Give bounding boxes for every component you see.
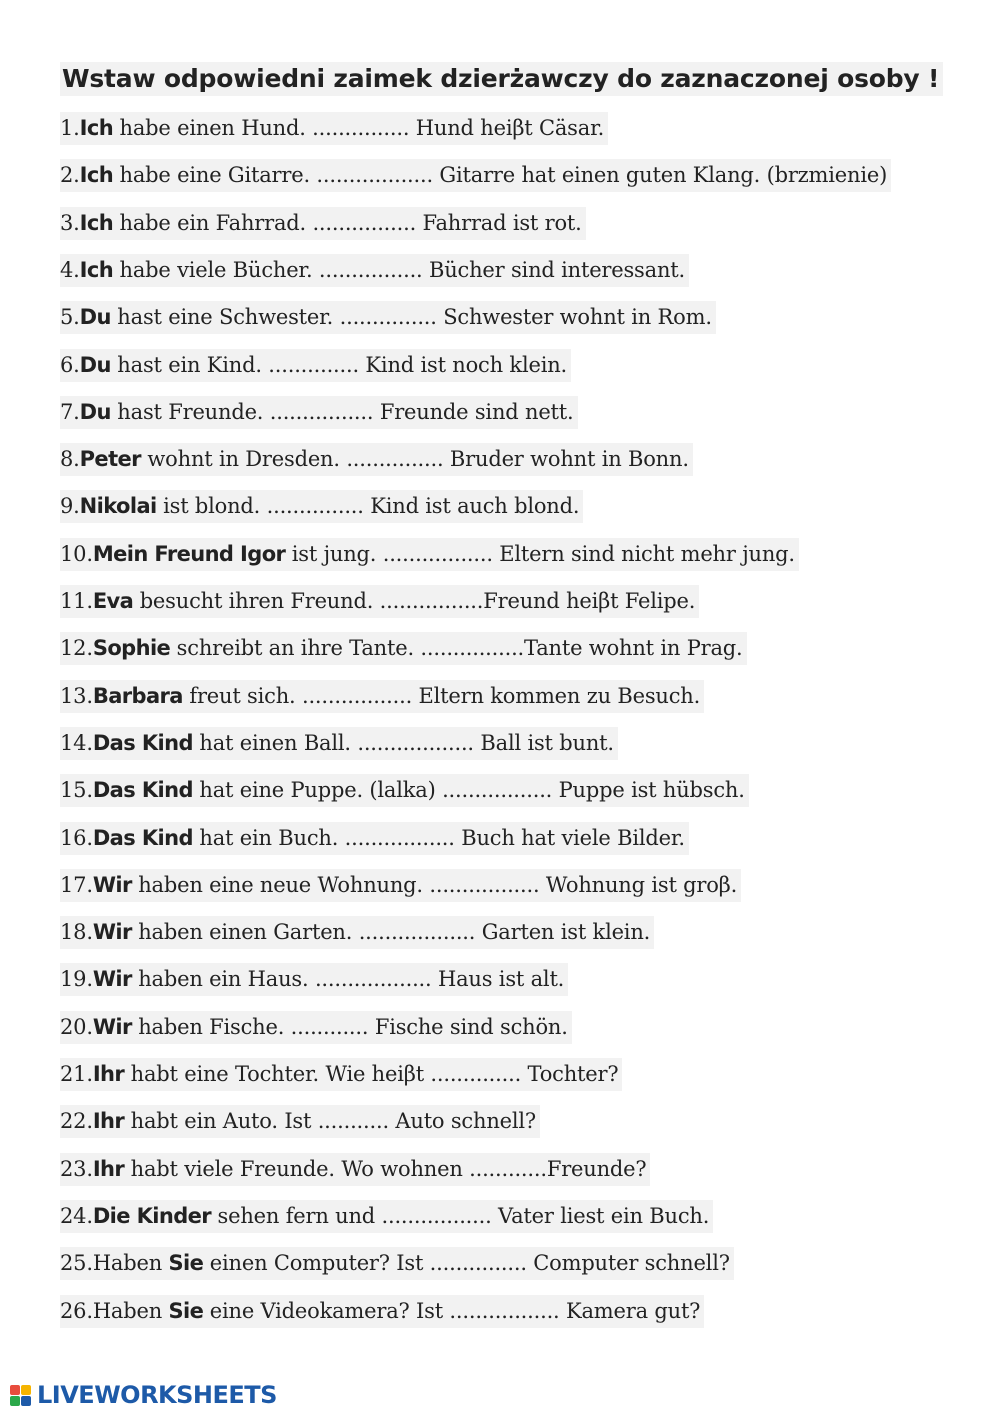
exercise-text: freut sich. ................. Eltern kommen zu Besuch. — [182, 683, 701, 708]
exercise-subject: Mein Freund Igor — [92, 541, 286, 566]
liveworksheets-logo-icon — [10, 1385, 31, 1406]
exercise-text: habt viele Freunde. Wo wohnen ............Freunde? — [124, 1156, 647, 1181]
exercise-subject: Ich — [79, 257, 114, 282]
exercise-subject: Du — [79, 352, 111, 377]
exercise-number: 2. — [60, 163, 80, 188]
exercise-number: 19. — [60, 967, 93, 992]
exercise-item — [60, 1247, 734, 1280]
exercise-item — [60, 112, 608, 145]
exercise-number: 12. — [60, 636, 93, 661]
worksheet-title: Wstaw odpowiedni zaimek dzierżawczy do zaznaczonej osoby ! — [60, 62, 943, 96]
exercise-prefix: Haben — [92, 1298, 169, 1323]
exercise-number: 5. — [60, 305, 80, 330]
exercise-subject: Wir — [92, 920, 132, 945]
exercise-subject: Ihr — [92, 1156, 125, 1181]
exercise-subject: Ihr — [92, 1062, 125, 1086]
exercise-subject: Du — [79, 305, 111, 330]
exercise-number: 11. — [60, 589, 93, 613]
exercise-number: 3. — [60, 210, 80, 235]
exercise-number: 7. — [60, 399, 80, 424]
logo-square-blue — [21, 1396, 31, 1406]
exercise-number: 14. — [60, 730, 93, 755]
exercise-text: habe einen Hund. ............... Hund heiβt Cäsar. — [113, 116, 605, 140]
exercise-text: habe viele Bücher. ................ Bücher sind interessant. — [113, 257, 685, 282]
exercise-subject: Nikolai — [79, 494, 157, 519]
exercise-number: 18. — [60, 920, 93, 945]
exercise-number: 21. — [60, 1062, 93, 1086]
exercise-text: habt ein Auto. Ist ........... Auto schnell? — [124, 1109, 536, 1134]
exercise-item — [60, 963, 568, 996]
exercise-item — [60, 1058, 622, 1091]
exercise-number: 17. — [60, 872, 93, 897]
exercise-text: hat ein Buch. ................. Buch hat viele Bilder. — [192, 825, 685, 850]
exercise-item — [60, 301, 716, 334]
logo-square-green — [10, 1396, 20, 1406]
exercise-text: hat einen Ball. .................. Ball ist bunt. — [192, 730, 614, 755]
exercise-number: 25. — [60, 1251, 93, 1276]
exercise-item — [60, 869, 741, 902]
exercise-number: 20. — [60, 1014, 93, 1039]
exercise-item — [60, 1295, 704, 1328]
exercise-text: haben ein Haus. .................. Haus ist alt. — [131, 967, 565, 992]
exercise-number: 8. — [60, 447, 80, 472]
exercise-subject: Die Kinder — [92, 1203, 212, 1228]
exercise-subject: Eva — [92, 589, 134, 613]
exercise-text: habe ein Fahrrad. ................ Fahrrad ist rot. — [113, 210, 582, 235]
exercise-text: habt eine Tochter. Wie heiβt .............. Tochter? — [124, 1062, 619, 1086]
exercise-number: 23. — [60, 1156, 93, 1181]
exercise-item — [60, 916, 654, 949]
logo-square-yellow — [21, 1385, 31, 1395]
exercise-item — [60, 822, 689, 855]
exercise-subject: Sie — [168, 1251, 204, 1276]
exercise-item — [60, 727, 618, 760]
exercise-item — [60, 632, 747, 665]
exercise-text: eine Videokamera? Ist ................. Kamera gut? — [203, 1298, 701, 1323]
exercise-prefix: Haben — [92, 1251, 169, 1276]
exercise-subject: Peter — [79, 447, 141, 472]
exercise-number: 4. — [60, 257, 80, 282]
exercise-subject: Sophie — [92, 636, 171, 661]
exercise-text: besucht ihren Freund. ................Freund heiβt Felipe. — [133, 589, 696, 613]
logo-text: LIVEWORKSHEETS — [37, 1381, 277, 1409]
exercise-text: hast Freunde. ................ Freunde sind nett. — [110, 399, 574, 424]
exercise-subject: Ihr — [92, 1109, 125, 1134]
exercise-number: 15. — [60, 778, 93, 803]
exercise-item — [60, 1200, 713, 1233]
exercise-item — [60, 254, 689, 287]
exercise-subject: Barbara — [92, 683, 183, 708]
exercise-text: sehen fern und ................. Vater liest ein Buch. — [211, 1203, 710, 1228]
exercise-item — [60, 443, 693, 476]
exercise-subject: Ich — [79, 163, 114, 188]
exercise-subject: Du — [79, 399, 111, 424]
exercise-text: hat eine Puppe. (lalka) ................. Puppe ist hübsch. — [192, 778, 745, 803]
exercise-text: hast ein Kind. .............. Kind ist noch klein. — [110, 352, 568, 377]
exercise-number: 22. — [60, 1109, 93, 1134]
exercise-subject: Sie — [168, 1298, 204, 1323]
exercise-subject: Wir — [92, 1014, 132, 1039]
exercise-text: habe eine Gitarre. .................. Gitarre hat einen guten Klang. (brzmienie) — [113, 163, 888, 188]
exercise-subject: Das Kind — [92, 730, 193, 755]
exercise-text: haben eine neue Wohnung. ................. Wohnung ist groβ. — [131, 872, 738, 897]
exercise-item — [60, 538, 799, 571]
exercise-item — [60, 1153, 650, 1186]
exercise-item — [60, 585, 699, 618]
exercise-item — [60, 1011, 572, 1044]
exercise-number: 6. — [60, 352, 80, 377]
exercise-text: haben einen Garten. .................. Garten ist klein. — [131, 920, 651, 945]
exercise-item — [60, 1105, 540, 1138]
exercise-number: 26. — [60, 1298, 93, 1323]
exercise-number: 9. — [60, 494, 80, 519]
exercise-text: haben Fische. ............ Fische sind schön. — [131, 1014, 568, 1039]
exercise-text: ist blond. ............... Kind ist auch blond. — [156, 494, 580, 519]
exercise-subject: Wir — [92, 967, 132, 992]
logo-square-red — [10, 1385, 20, 1395]
exercise-text: hast eine Schwester. ............... Schwester wohnt in Rom. — [110, 305, 712, 330]
exercise-subject: Das Kind — [92, 825, 193, 850]
exercise-item — [60, 396, 578, 429]
exercise-item — [60, 349, 571, 382]
exercise-number: 1. — [60, 116, 80, 140]
exercise-number: 24. — [60, 1203, 93, 1228]
exercise-item — [60, 774, 749, 807]
exercise-item — [60, 680, 704, 713]
exercise-text: wohnt in Dresden. ............... Bruder wohnt in Bonn. — [140, 447, 689, 472]
exercise-subject: Ich — [79, 116, 114, 140]
exercise-item — [60, 207, 586, 240]
exercise-item — [60, 159, 891, 192]
exercise-number: 13. — [60, 683, 93, 708]
exercise-number: 16. — [60, 825, 93, 850]
exercise-subject: Wir — [92, 872, 132, 897]
liveworksheets-logo — [10, 1378, 277, 1412]
exercise-item — [60, 490, 583, 523]
exercise-subject: Das Kind — [92, 778, 193, 803]
exercise-text: schreibt an ihre Tante. ................Tante wohnt in Prag. — [170, 636, 743, 661]
exercise-text: ist jung. ................. Eltern sind nicht mehr jung. — [285, 541, 795, 566]
exercise-text: einen Computer? Ist ............... Computer schnell? — [203, 1251, 730, 1276]
exercise-number: 10. — [60, 541, 93, 566]
exercise-subject: Ich — [79, 210, 114, 235]
